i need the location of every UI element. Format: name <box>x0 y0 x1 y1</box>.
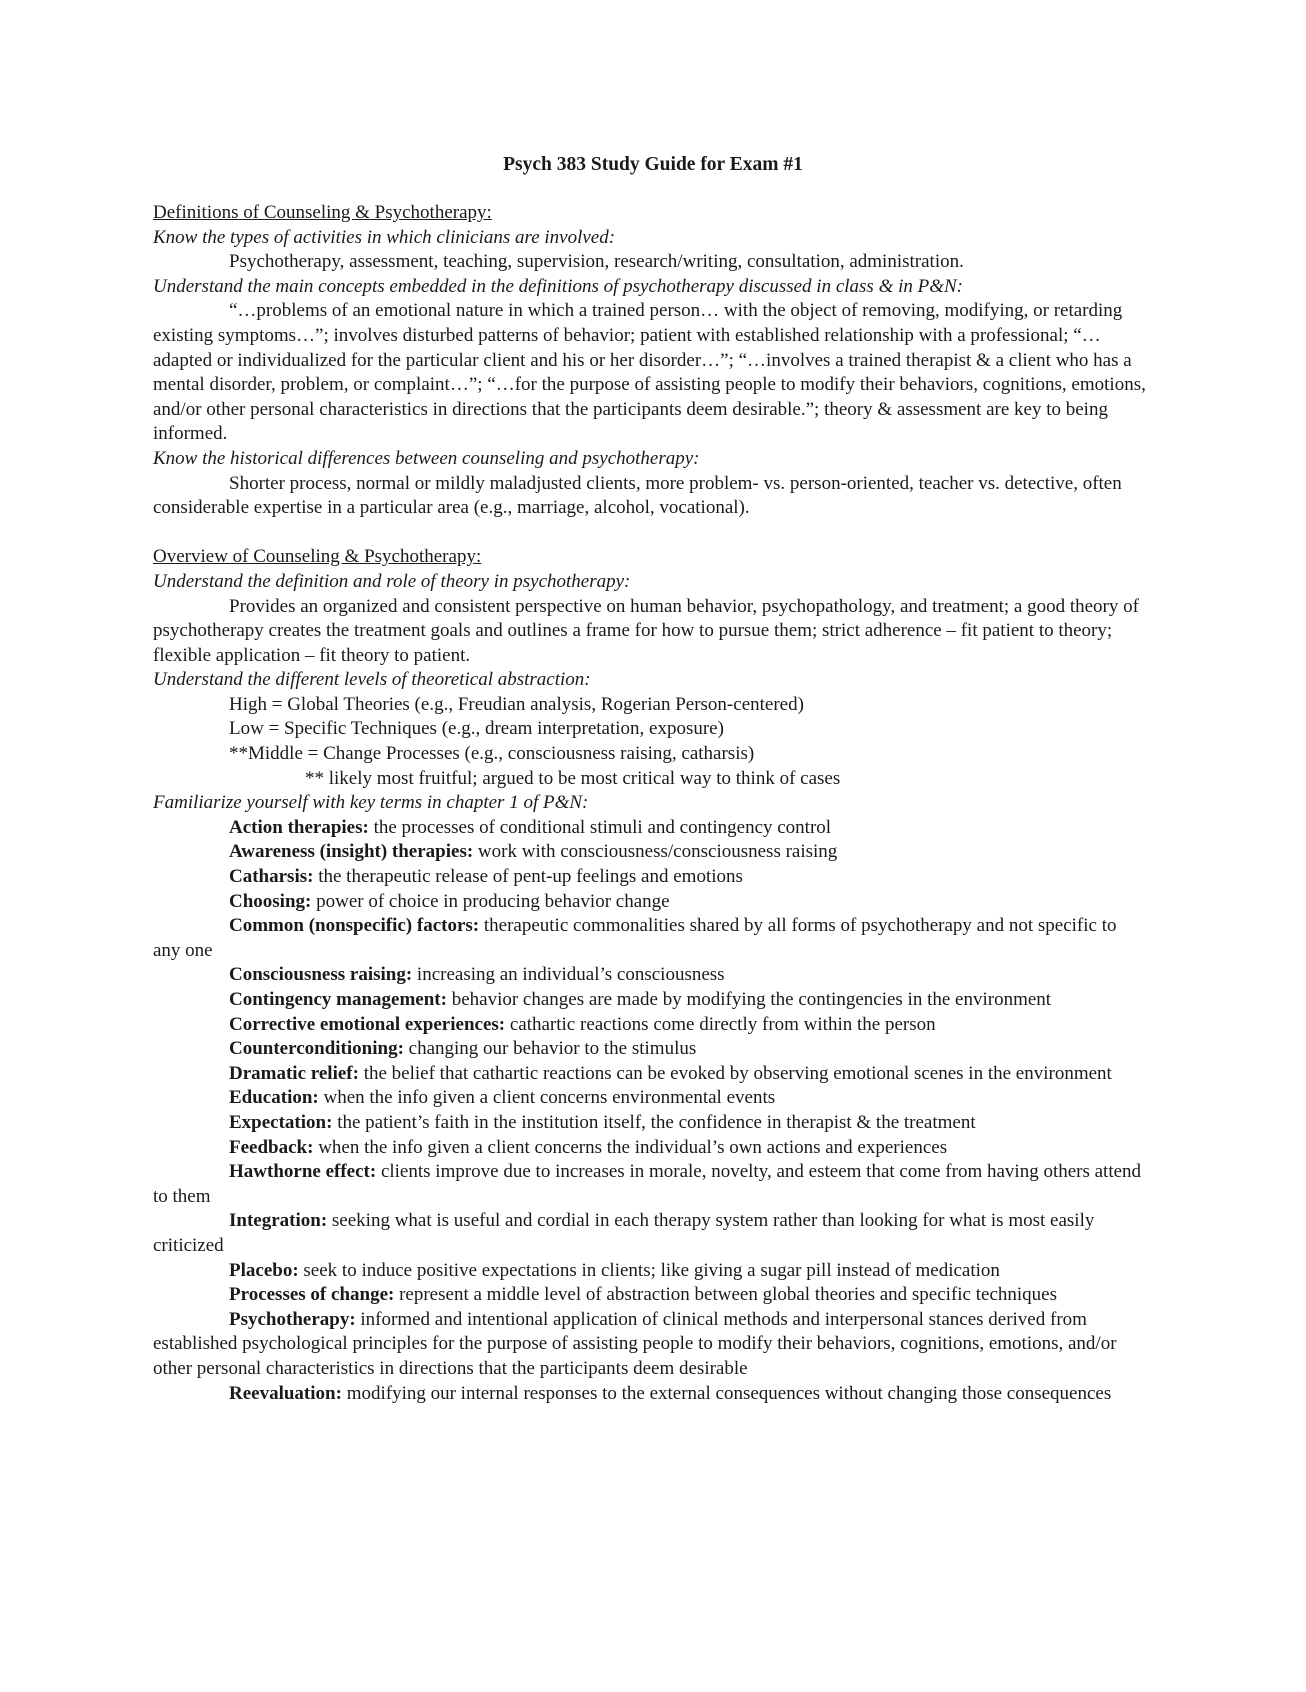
key-term-item <box>153 865 1147 890</box>
key-term-item <box>153 840 1147 865</box>
key-term-definition: the patient’s faith in the institution itself, the confidence in therapist & the treatment <box>332 1111 976 1133</box>
key-term-item <box>153 988 1147 1013</box>
key-term-item <box>153 1308 1147 1382</box>
subheading-theory-role: Understand the definition and role of theory in psychotherapy: <box>153 570 631 592</box>
subheading-key-terms: Familiarize yourself with key terms in chapter 1 of P&N: <box>153 792 589 814</box>
key-term-definition: the belief that cathartic reactions can be evoked by observing emotional scenes in the environment <box>358 1062 1112 1084</box>
key-term-definition: therapeutic commonalities shared by all forms of psychotherapy and not specific to any one <box>153 915 1117 961</box>
key-term-item <box>153 816 1147 841</box>
subheading-activities: Know the types of activities in which clinicians are involved: <box>153 226 616 248</box>
paragraph-theory-role: Provides an organized and consistent perspective on human behavior, psychopathology, and treatment; a good theory of psychotherapy creates the treatment goals and outlines a frame for how to pursue them; strict adherence – fit patient to theory; flexible application – fit theory to patient. <box>153 595 1139 666</box>
key-term-item <box>153 1111 1147 1136</box>
key-term-name: Hawthorne effect: <box>229 1161 377 1183</box>
level-note: ** likely most fruitful; argued to be most critical way to think of cases <box>305 767 841 789</box>
key-term-name: Choosing: <box>229 890 312 912</box>
paragraph-activities: Psychotherapy, assessment, teaching, supervision, research/writing, consultation, administration. <box>229 251 964 273</box>
section-spacer <box>153 521 1147 546</box>
key-term-definition: work with consciousness/consciousness raising <box>473 841 838 863</box>
document-title: Psych 383 Study Guide for Exam #1 <box>503 154 803 175</box>
key-term-item <box>153 914 1147 963</box>
key-term-item <box>153 890 1147 915</box>
key-term-definition: when the info given a client concerns the individual’s own actions and experiences <box>313 1136 948 1158</box>
key-term-definition: the therapeutic release of pent-up feelings and emotions <box>313 866 743 888</box>
subheading-main-concepts: Understand the main concepts embedded in the definitions of psychotherapy discussed in class & in P&N: <box>153 275 964 297</box>
key-term-name: Action therapies: <box>229 816 369 838</box>
key-term-name: Expectation: <box>229 1111 333 1133</box>
subheading-historical-differences: Know the historical differences between counseling and psychotherapy: <box>153 447 700 469</box>
key-term-item <box>153 1209 1147 1258</box>
key-terms-list <box>153 816 1147 1406</box>
key-term-definition: changing our behavior to the stimulus <box>403 1038 697 1060</box>
key-term-name: Common (nonspecific) factors: <box>229 915 480 937</box>
key-term-definition: represent a middle level of abstraction between global theories and specific techniques <box>394 1284 1057 1306</box>
subheading-abstraction-levels: Understand the different levels of theoretical abstraction: <box>153 669 591 691</box>
key-term-name: Corrective emotional experiences: <box>229 1013 506 1035</box>
key-term-item <box>153 1136 1147 1161</box>
key-term-name: Awareness (insight) therapies: <box>229 841 474 863</box>
key-term-definition: behavior changes are made by modifying the contingencies in the environment <box>446 989 1052 1010</box>
key-term-definition: informed and intentional application of clinical methods and interpersonal stances derived from established psychological principles for the purpose of assisting people to modify their behaviors, cognitions, emotions, and/or other personal characteristics in directions that the participants deem desirable <box>153 1308 1117 1379</box>
level-low: Low = Specific Techniques (e.g., dream interpretation, exposure) <box>229 718 724 740</box>
key-term-name: Catharsis: <box>229 866 314 888</box>
level-high: High = Global Theories (e.g., Freudian analysis, Rogerian Person-centered) <box>229 693 804 715</box>
key-term-name: Consciousness raising: <box>229 964 413 986</box>
key-term-definition: clients improve due to increases in morale, novelty, and esteem that come from having others attend to them <box>153 1161 1142 1207</box>
level-middle: **Middle = Change Processes (e.g., consciousness raising, catharsis) <box>229 743 755 765</box>
key-term-name: Processes of change: <box>229 1284 395 1306</box>
key-term-name: Feedback: <box>229 1136 314 1158</box>
document-body <box>153 201 1147 1406</box>
key-term-definition: increasing an individual’s consciousness <box>412 964 725 986</box>
key-term-item <box>153 1160 1147 1209</box>
key-term-name: Dramatic relief: <box>229 1062 359 1084</box>
key-term-definition: power of choice in producing behavior change <box>311 890 670 912</box>
key-term-name: Education: <box>229 1087 319 1109</box>
paragraph-main-concepts: “…problems of an emotional nature in which a trained person… with the object of removing, modifying, or retarding existing symptoms…”; involves disturbed patterns of behavior; patient with established relationship with a professional; “…adapted or individualized for the particular client and his or her disorder…”; “…involves a trained therapist & a client who has a mental disorder, problem, or complaint…”; “…for the purpose of assisting people to modify their behaviors, cognitions, emotions, and/or other personal characteristics in directions that the participants deem desirable.”; theory & assessment are key to being informed. <box>153 300 1146 445</box>
key-term-definition: seek to induce positive expectations in clients; like giving a sugar pill instead of medication <box>298 1259 1000 1281</box>
key-term-name: Contingency management: <box>229 989 447 1010</box>
key-term-definition: cathartic reactions come directly from within the person <box>505 1013 936 1035</box>
key-term-item <box>153 1062 1147 1087</box>
key-term-definition: when the info given a client concerns environmental events <box>318 1087 776 1109</box>
key-term-item <box>153 1013 1147 1038</box>
key-term-definition: seeking what is useful and cordial in each therapy system rather than looking for what is most easily criticized <box>153 1210 1095 1256</box>
key-term-item <box>153 1382 1147 1407</box>
key-term-item <box>153 1037 1147 1062</box>
key-term-item <box>153 963 1147 988</box>
paragraph-historical-differences: Shorter process, normal or mildly maladjusted clients, more problem- vs. person-oriented, teacher vs. detective, often considerable expertise in a particular area (e.g., marriage, alcohol, vocational). <box>153 472 1122 519</box>
key-term-item <box>153 1086 1147 1111</box>
key-term-name: Counterconditioning: <box>229 1038 404 1060</box>
key-term-name: Psychotherapy: <box>229 1308 356 1330</box>
key-term-name: Integration: <box>229 1210 328 1232</box>
key-term-name: Placebo: <box>229 1259 299 1281</box>
key-term-name: Reevaluation: <box>229 1382 342 1404</box>
key-term-definition: the processes of conditional stimuli and contingency control <box>368 816 832 838</box>
key-term-definition: modifying our internal responses to the external consequences without changing those consequences <box>341 1382 1112 1404</box>
section-heading-definitions: Definitions of Counseling & Psychotherapy: <box>153 202 492 223</box>
section-heading-overview: Overview of Counseling & Psychotherapy: <box>153 546 482 568</box>
key-term-item <box>153 1283 1147 1308</box>
key-term-item <box>153 1259 1147 1284</box>
